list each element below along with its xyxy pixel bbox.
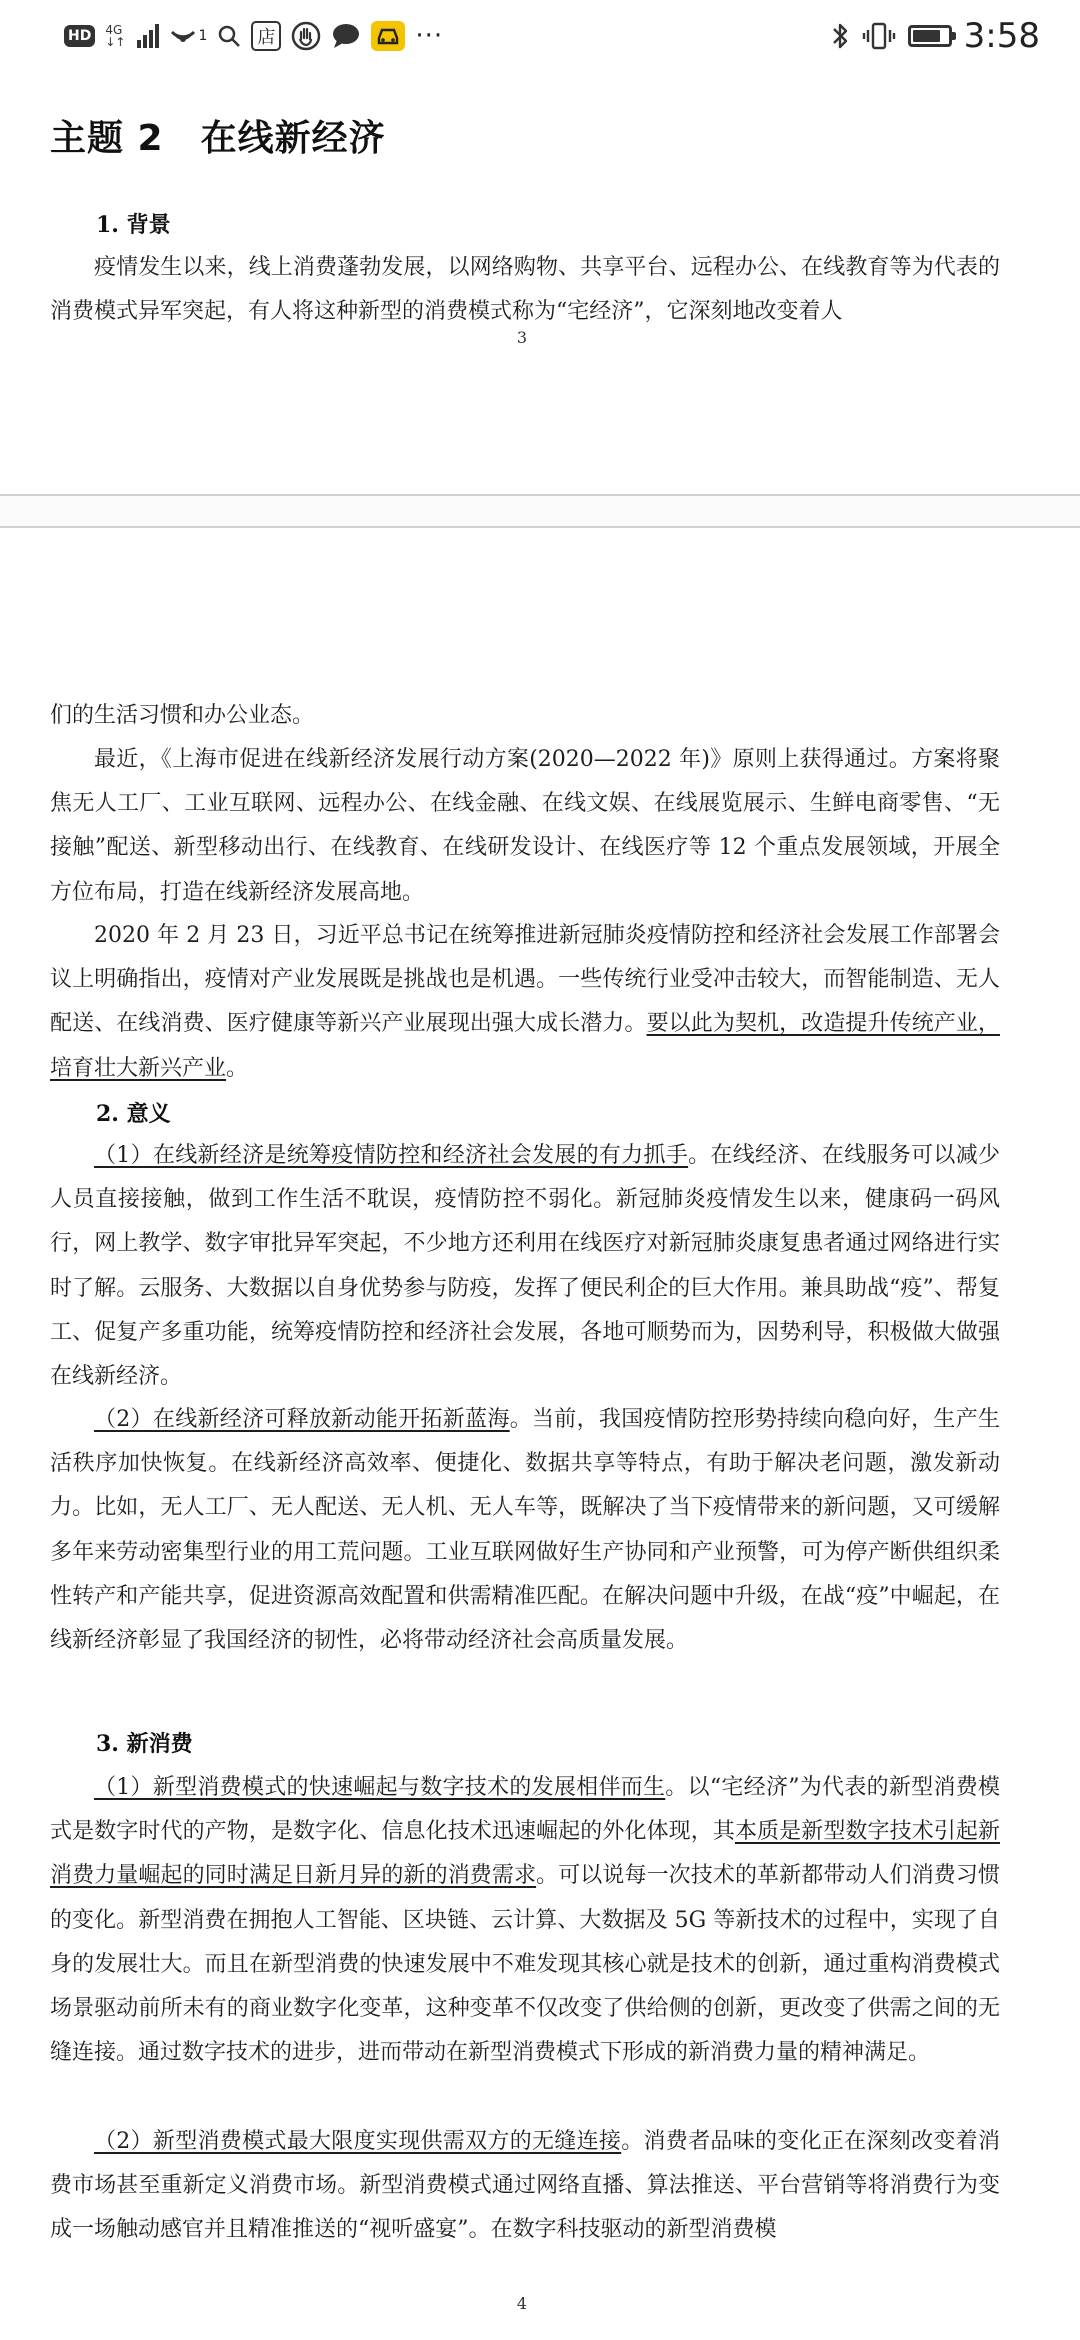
search-icon xyxy=(217,21,241,51)
hd-badge: HD xyxy=(64,25,95,47)
paragraph-significance-1 xyxy=(50,1134,1000,1399)
signal-icon xyxy=(137,24,159,48)
store-glyph: 店 xyxy=(257,27,276,48)
paragraph-2020-underlined: 要以此为契机，改造提升传统产业，培育壮大新兴产业 xyxy=(50,1011,1000,1081)
new-consumption-1-text-a: 。以“宅经济”为代表的新型消费模式是数字时代的产物，是数字化、信息化技术迅速崛起的外化体现，其 xyxy=(50,1775,1000,1845)
paragraph-2020-end: 。 xyxy=(226,1055,249,1081)
chat-bubble-icon xyxy=(331,21,361,51)
page-number-4: 4 xyxy=(516,2294,528,2313)
paragraph-2020 xyxy=(50,914,1000,1091)
hotspot-count: 1 xyxy=(198,28,208,44)
paragraph-significance-2 xyxy=(50,1398,1000,1663)
significance-1-text: 。在线经济、在线服务可以减少人员直接接触，做到工作生活不耽误，疫情防控不弱化。新冠肺炎疫情发生以来，健康码一码风行，网上教学、数字审批异军突起，不少地方还利用在线医疗对新冠肺炎康复患者通过网络进行实时了解。云服务、大数据以自身优势参与防疫，发挥了便民利企的巨大作用。兼具助战“疫”、帮复工、促复产多重功能，统筹疫情防控和经济社会发展，各地可顺势而为，因势利导，积极做大做强在线新经济。 xyxy=(50,1143,1000,1390)
new-consumption-1-underlined: （1）新型消费模式的快速崛起与数字技术的发展相伴而生 xyxy=(94,1775,666,1800)
page-separator xyxy=(0,494,1080,528)
significance-2-underlined: （2）在线新经济可释放新动能开拓新蓝海 xyxy=(94,1407,510,1432)
new-consumption-2-underlined: （2）新型消费模式最大限度实现供需双方的无缝连接 xyxy=(94,2129,622,2154)
hand-icon xyxy=(291,21,321,51)
status-left-icons xyxy=(64,18,443,54)
status-bar xyxy=(0,0,1080,72)
hotspot-icon xyxy=(169,21,207,51)
clock-time: 3:58 xyxy=(963,16,1040,56)
store-icon xyxy=(251,21,281,51)
section-heading-significance: 2. 意义 xyxy=(96,1101,171,1127)
battery-icon xyxy=(908,25,952,47)
page-title: 主题 2 在线新经济 xyxy=(50,118,386,159)
network-activity-arrows: ↓↑ xyxy=(105,35,126,49)
section-heading-background: 1. 背景 xyxy=(96,212,171,238)
driving-mode-icon xyxy=(371,21,405,51)
paragraph-recent: 最近，《上海市促进在线新经济发展行动方案(2020—2022 年)》原则上获得通过。方案将聚焦无人工厂、工业互联网、远程办公、在线金融、在线文娱、在线展览展示、生鲜电商零售、“无接触”配送、新型移动出行、在线教育、在线研发设计、在线医疗等 12 个重点发展领域，开展全方位布局，打造在线新经济发展高地。 xyxy=(50,747,1000,905)
page-number-3: 3 xyxy=(516,328,528,347)
new-consumption-2-text: 。消费者品味的变化正在深刻改变着消费市场甚至重新定义消费市场。新型消费模式通过网络直播、算法推送、平台营销等将消费行为变成一场触动感官并且精准推送的“视听盛宴”。在数字科技驱动的新型消费模 xyxy=(50,2129,1000,2243)
section-heading-new-consumption: 3. 新消费 xyxy=(96,1731,193,1757)
paragraph-new-consumption-1 xyxy=(50,1766,1000,2075)
new-consumption-1-underlined-2: 本质是新型数字技术引起新消费力量崛起的同时满足日新月异的新的消费需求 xyxy=(50,1819,1000,1889)
network-type-label: 4G xyxy=(105,23,123,37)
paragraph-2020-text: 2020 年 2 月 23 日，习近平总书记在统筹推进新冠肺炎疫情防控和经济社会发展工作部署会议上明确指出，疫情对产业发展既是挑战也是机遇。一些传统行业受冲击较大，而智能制造、无人配送、在线消费、医疗健康等新兴产业展现出强大成长潜力。 xyxy=(50,923,1000,1037)
status-right-icons xyxy=(830,18,1040,54)
vibrate-icon xyxy=(862,21,896,51)
more-notifications-icon: ··· xyxy=(415,21,444,51)
paragraph-background: 疫情发生以来，线上消费蓬勃发展，以网络购物、共享平台、远程办公、在线教育等为代表的消费模式异军突起，有人将这种新型的消费模式称为“宅经济”，它深刻地改变着人 xyxy=(50,255,1000,325)
new-consumption-1-text-b: 。可以说每一次技术的革新都带动人们消费习惯的变化。新型消费在拥抱人工智能、区块链、云计算、大数据及 5G 等新技术的过程中，实现了自身的发展壮大。而且在新型消费的快速发展中不难发现其核心就是技术的创新，通过重构消费模式场景驱动前所未有的商业数字化变革，这种变革不仅改变了供给侧的创新，更改变了供需之间的无缝连接。通过数字技术的进步，进而带动在新型消费模式下形成的新消费力量的精神满足。 xyxy=(50,1863,1000,2066)
significance-2-text: 。当前，我国疫情防控形势持续向稳向好，生产生活秩序加快恢复。在线新经济高效率、便捷化、数据共享等特点，有助于解决老问题，激发新动力。比如，无人工厂、无人配送、无人机、无人车等，既解决了当下疫情带来的新问题，又可缓解多年来劳动密集型行业的用工荒问题。工业互联网做好生产协同和产业预警，可为停产断供组织柔性转产和产能共享，促进资源高效配置和供需精准匹配。在解决问题中升级，在战“疫”中崛起，在线新经济彰显了我国经济的韧性，必将带动经济社会高质量发展。 xyxy=(50,1407,1000,1654)
paragraph-new-consumption-2 xyxy=(50,2120,1000,2253)
paragraph-continuation: 们的生活习惯和办公业态。 xyxy=(50,703,315,728)
significance-1-underlined: （1）在线新经济是统筹疫情防控和经济社会发展的有力抓手 xyxy=(94,1143,689,1168)
bluetooth-icon xyxy=(830,21,850,51)
network-type xyxy=(105,24,125,48)
